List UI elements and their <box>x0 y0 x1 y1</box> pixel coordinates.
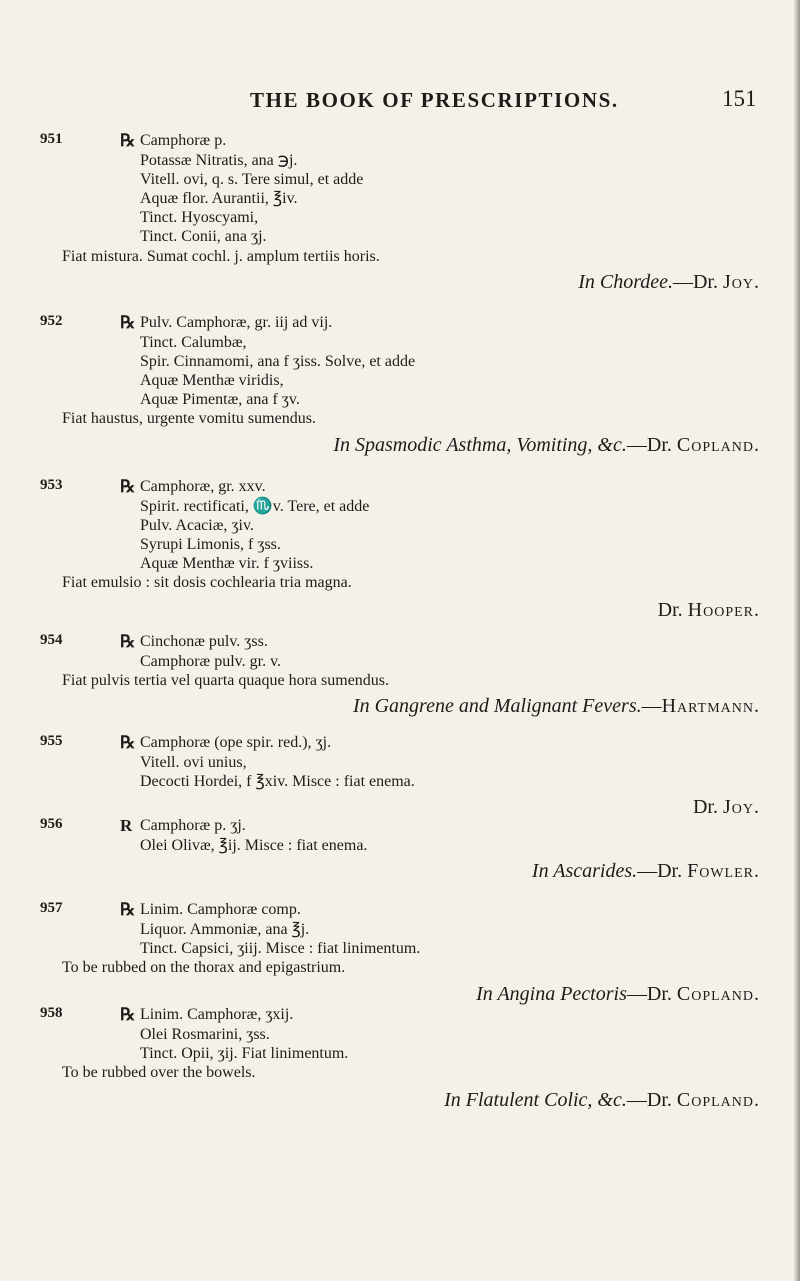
ingredient-line: Potassæ Nitratis, ana ℈j. <box>140 152 298 169</box>
attribution <box>476 983 760 1006</box>
condition: In Angina Pectoris <box>476 983 627 1005</box>
condition: In Chordee. <box>578 271 673 293</box>
page-header <box>0 86 800 116</box>
attribution <box>658 599 760 622</box>
ingredient-line: Olei Rosmarini, ʒss. <box>140 1026 270 1043</box>
prescription-number: 956 <box>40 816 63 832</box>
author-name: Fowler. <box>687 860 760 882</box>
recipe-symbol: ℞ <box>120 733 136 752</box>
author-prefix: Dr. <box>692 796 723 818</box>
prescription-number: 953 <box>40 477 63 493</box>
ingredient-line: Camphoræ pulv. gr. v. <box>140 653 282 670</box>
recipe-symbol: ℞ <box>120 1005 136 1024</box>
ingredient-line: Decocti Hordei, f ℥xiv. Misce : fiat enema. <box>140 773 415 790</box>
condition: In Flatulent Colic, &c. <box>444 1089 627 1111</box>
prescription-number: 955 <box>40 733 63 749</box>
recipe-symbol: ℞ <box>120 313 136 332</box>
ingredient-line: Cinchonæ pulv. ʒss. <box>140 633 268 650</box>
attribution <box>353 695 760 718</box>
ingredient-line: Tinct. Hyoscyami, <box>140 209 259 226</box>
ingredient-line: Spirit. rectificati, ♏v. Tere, et adde <box>140 498 370 515</box>
condition: In Ascarides. <box>531 860 638 882</box>
ingredient-line: Vitell. ovi, q. s. Tere simul, et adde <box>140 171 364 188</box>
running-title: THE BOOK OF PRESCRIPTIONS. <box>250 88 619 112</box>
author-name: Copland. <box>676 434 760 456</box>
recipe-symbol: ℞ <box>120 477 136 496</box>
directions: Fiat mistura. Sumat cochl. j. amplum tertiis horis. <box>62 248 380 265</box>
directions: Fiat pulvis tertia vel quarta quaque hora sumendus. <box>62 672 390 689</box>
ingredient-line: Aquæ Pimentæ, ana f ʒv. <box>140 391 300 408</box>
ingredient-line: Pulv. Acaciæ, ʒiv. <box>140 517 254 534</box>
ingredient-line: Olei Olivæ, ℥ij. Misce : fiat enema. <box>140 837 368 854</box>
author-prefix: —Dr. <box>626 983 677 1005</box>
author-name: Hooper. <box>687 599 760 621</box>
author-prefix: — <box>641 695 662 717</box>
attribution <box>444 1089 760 1112</box>
prescription-number: 954 <box>40 632 63 648</box>
ingredient-line: Camphoræ p. <box>140 132 227 149</box>
page-number: 151 <box>722 86 757 111</box>
ingredient-line: Camphoræ, gr. xxv. <box>140 478 266 495</box>
ingredient-line: Aquæ Menthæ vir. f ʒviiss. <box>140 555 314 572</box>
condition: In Spasmodic Asthma, Vomiting, &c. <box>333 434 627 456</box>
prescription-number: 951 <box>40 131 63 147</box>
condition: In Gangrene and Malignant Fevers. <box>352 695 642 717</box>
recipe-symbol: ℞ <box>120 131 136 150</box>
ingredient-line: Spir. Cinnamomi, ana f ʒiss. Solve, et adde <box>140 353 416 370</box>
prescription-number: 958 <box>40 1005 63 1021</box>
page-edge-shadow <box>794 0 800 1281</box>
recipe-symbol: ℞ <box>120 632 136 651</box>
ingredient-line: Linim. Camphoræ comp. <box>140 901 301 918</box>
author-prefix: —Dr. <box>626 1089 677 1111</box>
attribution <box>333 434 760 457</box>
prescription-number: 957 <box>40 900 63 916</box>
ingredient-line: Aquæ Menthæ viridis, <box>140 372 284 389</box>
author-name: Copland. <box>676 1089 760 1111</box>
author-prefix: Dr. <box>657 599 688 621</box>
author-name: Joy. <box>722 796 760 818</box>
author-prefix: —Dr. <box>672 271 723 293</box>
recipe-symbol: ℞ <box>120 900 136 919</box>
ingredient-line: Camphoræ (ope spir. red.), ʒj. <box>140 734 332 751</box>
directions: Fiat emulsio : sit dosis cochlearia tria magna. <box>62 574 352 591</box>
directions: Fiat haustus, urgente vomitu sumendus. <box>62 410 316 427</box>
author-name: Hartmann. <box>661 695 760 717</box>
ingredient-line: Tinct. Opii, ʒij. Fiat linimentum. <box>140 1045 349 1062</box>
ingredient-line: Vitell. ovi unius, <box>140 754 247 771</box>
attribution <box>578 271 760 294</box>
ingredient-line: Linim. Camphoræ, ʒxij. <box>140 1006 294 1023</box>
ingredient-line: Tinct. Capsici, ʒiij. Misce : fiat linimentum. <box>140 940 421 957</box>
author-prefix: —Dr. <box>637 860 688 882</box>
ingredient-line: Camphoræ p. ʒj. <box>140 817 246 834</box>
attribution <box>532 860 760 883</box>
ingredient-line: Tinct. Calumbæ, <box>140 334 247 351</box>
ingredient-line: Tinct. Conii, ana ʒj. <box>140 228 267 245</box>
ingredient-line: Syrupi Limonis, f ʒss. <box>140 536 281 553</box>
attribution <box>693 796 760 819</box>
recipe-symbol: R <box>120 816 133 835</box>
directions: To be rubbed on the thorax and epigastrium. <box>62 959 346 976</box>
author-prefix: —Dr. <box>626 434 677 456</box>
directions: To be rubbed over the bowels. <box>62 1064 256 1081</box>
author-name: Joy. <box>722 271 760 293</box>
ingredient-line: Liquor. Ammoniæ, ana ℥j. <box>140 921 310 938</box>
author-name: Copland. <box>676 983 760 1005</box>
prescription-number: 952 <box>40 313 63 329</box>
ingredient-line: Pulv. Camphoræ, gr. iij ad vij. <box>140 314 333 331</box>
ingredient-line: Aquæ flor. Aurantii, ℥iv. <box>140 190 298 207</box>
